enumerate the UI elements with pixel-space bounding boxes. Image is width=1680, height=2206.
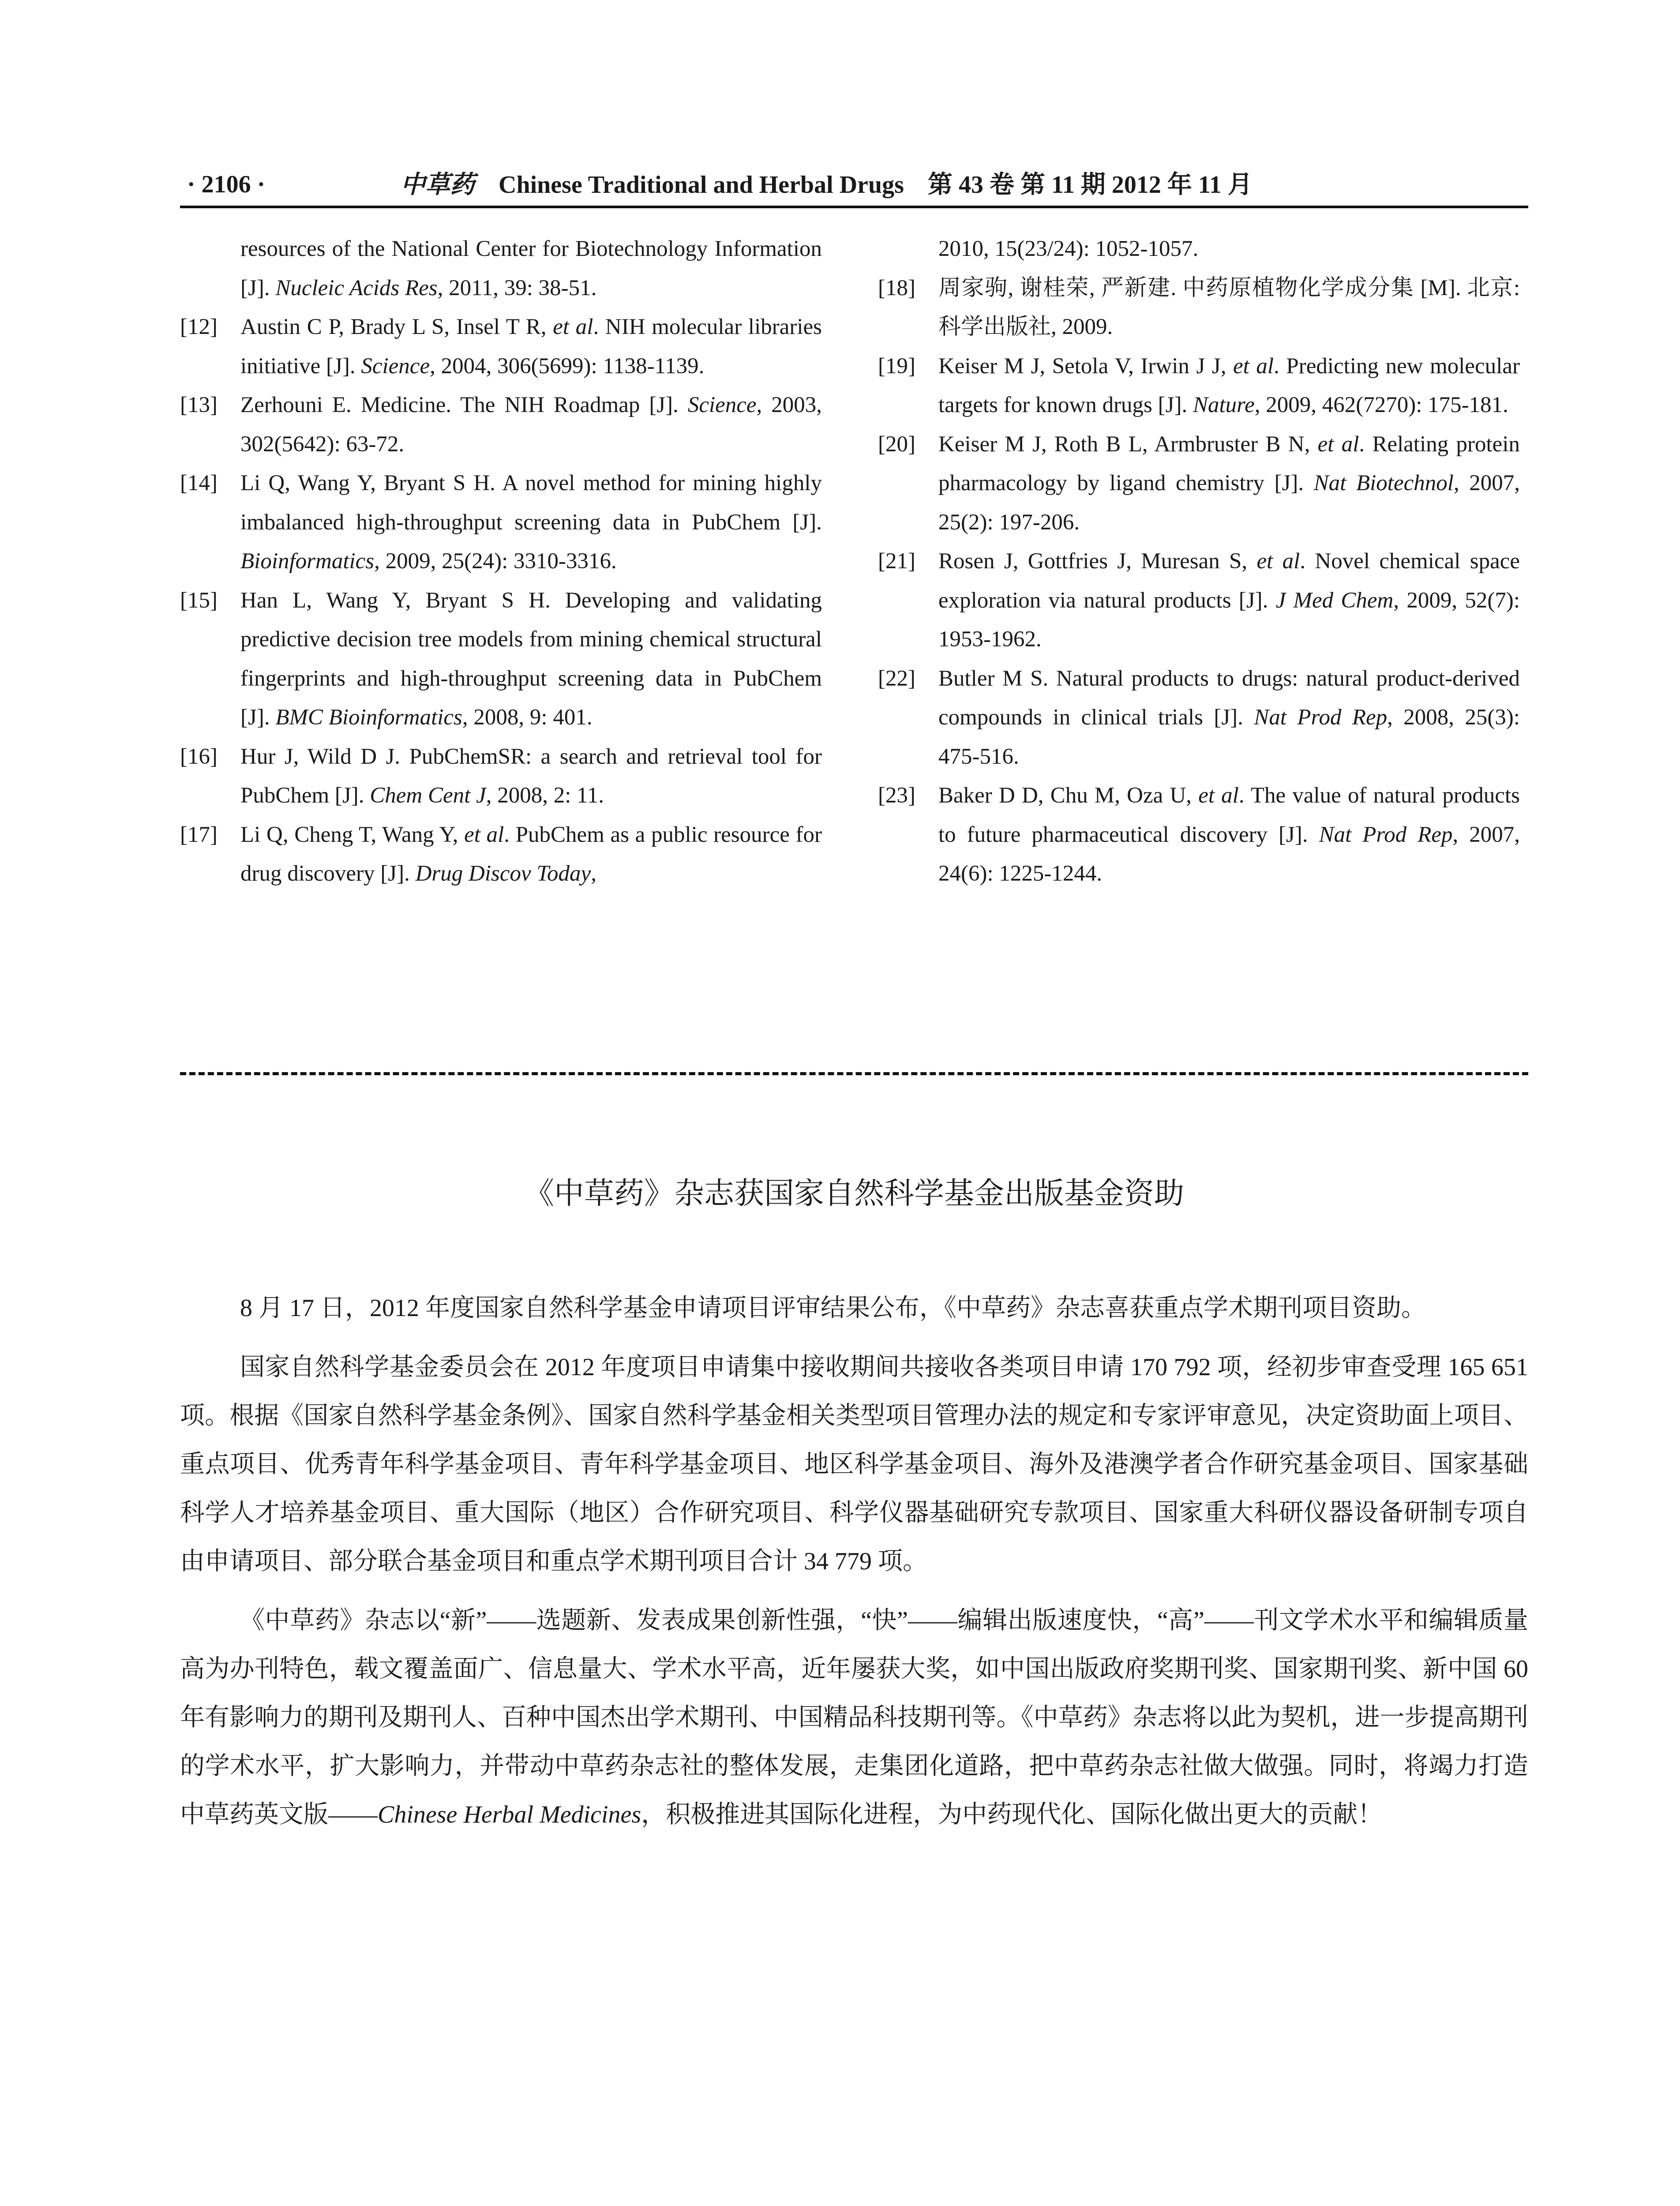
text-run: Li Q, Wang Y, Bryant S H. A novel method for mining highly imbalanced high-throughput screening data in PubChem [J]. (240, 471, 822, 535)
reference-item (180, 464, 822, 581)
italic-text: et al (553, 315, 593, 339)
reference-item (878, 269, 1520, 347)
text-run: , 2008, 2: 11. (486, 783, 604, 808)
reference-number: [14] (180, 471, 218, 495)
italic-text: J Med Chem (1275, 588, 1394, 613)
text-run: Han L, Wang Y, Bryant S H. Developing and validating predictive decision tree models from mining chemical structural fingerprints and high-throughput screening data in PubChem [J]. (240, 588, 822, 730)
text-run: , 2003, 302(5642): 63-72. (240, 393, 822, 457)
italic-text: Chem Cent J (370, 783, 486, 808)
italic-text: Nat Biotechnol (1313, 471, 1454, 495)
text-run: . PubChem as a public resource for drug discovery [J]. (240, 822, 822, 886)
references-left-column (180, 229, 822, 893)
reference-text (240, 464, 822, 581)
text-run: . Novel chemical space exploration via natural products [J]. (938, 549, 1520, 613)
text-run: . Relating protein pharmacology by ligand chemistry [J]. (938, 431, 1520, 495)
reference-number: [21] (878, 549, 915, 574)
reference-text (240, 229, 822, 308)
reference-text (938, 659, 1520, 777)
reference-text (240, 386, 822, 464)
text-run: Keiser M J, Setola V, Irwin J J, (938, 353, 1234, 379)
italic-text: Nat Prod Rep (1254, 705, 1388, 730)
italic-text: Science (361, 353, 430, 379)
reference-item (878, 425, 1520, 542)
journal-name-en: Chinese Traditional and Herbal Drugs (499, 171, 904, 199)
journal-name-cn: 中草药 (401, 170, 475, 199)
italic-text: et al (1256, 549, 1300, 574)
running-header (180, 167, 1528, 202)
text-run: 8 月 17 日，2012 年度国家自然科学基金申请项目评审结果公布，《中草药》杂志喜获重点学术期刊项目资助。 (240, 1294, 1426, 1322)
italic-text: BMC Bioinformatics (275, 705, 462, 730)
text-run: Hur J, Wild D J. PubChemSR: a search and retrieval tool for PubChem [J]. (240, 744, 822, 808)
text-run: . Predicting new molecular targets for known drugs [J]. (938, 353, 1520, 417)
reference-item (878, 776, 1520, 893)
reference-number: [12] (180, 315, 218, 339)
reference-number: [18] (878, 275, 915, 300)
reference-number: [13] (180, 393, 218, 417)
reference-text (938, 269, 1520, 347)
reference-text (938, 776, 1520, 893)
reference-item (878, 659, 1520, 777)
text-run: , 2009, 52(7): 1953-1962. (938, 588, 1520, 652)
reference-number: [16] (180, 744, 218, 769)
references-right-column (878, 229, 1520, 893)
notice-paragraph (180, 1284, 1528, 1332)
section-divider (180, 1072, 1528, 1075)
reference-item (180, 581, 822, 737)
reference-item (180, 737, 822, 815)
journal-info (401, 167, 1252, 203)
italic-text: et al (1233, 353, 1274, 379)
text-run: , 2011, 39: 38-51. (437, 275, 597, 300)
reference-text (938, 425, 1520, 542)
text-run: resources of the National Center for Biotechnology Information [J]. (240, 236, 822, 300)
italic-text: Chinese Herbal Medicines (378, 1801, 641, 1828)
text-run: Rosen J, Gottfries J, Muresan S, (938, 549, 1257, 574)
italic-text: Drug Discov Today (415, 861, 591, 886)
text-run: . NIH molecular libraries initiative [J]. (240, 315, 822, 379)
reference-item (180, 308, 822, 386)
text-run: ，积极推进其国际化进程，为中药现代化、国际化做出更大的贡献！ (641, 1801, 1383, 1828)
italic-text: Nucleic Acids Res (275, 275, 438, 300)
reference-text (240, 737, 822, 815)
notice-body (180, 1284, 1528, 1850)
reference-number: [23] (878, 783, 915, 808)
reference-item (878, 347, 1520, 425)
reference-text (938, 542, 1520, 659)
italic-text: Nat Prod Rep (1319, 822, 1453, 847)
italic-text: et al (464, 822, 504, 847)
text-run: , 2004, 306(5699): 1138-1139. (430, 353, 705, 379)
reference-item (180, 386, 822, 464)
issue-info: 第 43 卷 第 11 期 2012 年 11 月 (927, 171, 1252, 199)
text-run: , (591, 861, 596, 886)
reference-item (180, 229, 822, 308)
text-run: Li Q, Cheng T, Wang Y, (240, 822, 465, 847)
text-run: , 2008, 9: 401. (462, 705, 592, 730)
italic-text: Bioinformatics (240, 549, 375, 574)
reference-number: [22] (878, 666, 915, 691)
text-run: , 2009, 462(7270): 175-181. (1254, 393, 1508, 417)
header-rule (180, 206, 1528, 208)
italic-text: Nature (1192, 393, 1255, 417)
reference-text (240, 815, 822, 893)
reference-number: [17] (180, 822, 218, 847)
reference-item (180, 815, 822, 893)
page-number: · 2106 · (187, 171, 266, 198)
text-run: , 2007, 24(6): 1225-1244. (938, 822, 1520, 886)
text-run: Baker D D, Chu M, Oza U, (938, 783, 1199, 808)
reference-item (878, 542, 1520, 659)
text-run: 2010, 15(23/24): 1052-1057. (938, 236, 1199, 261)
text-run: , 2008, 25(3): 475-516. (938, 705, 1520, 769)
text-run: . The value of natural products to future pharmaceutical discovery [J]. (938, 783, 1520, 847)
italic-text: et al (1198, 783, 1239, 808)
notice-title: 《中草药》杂志获国家自然科学基金出版基金资助 (524, 1176, 1184, 1211)
notice-paragraph (180, 1596, 1528, 1839)
reference-item (878, 229, 1520, 269)
reference-text (240, 581, 822, 737)
reference-text (938, 347, 1520, 425)
text-run: Butler M S. Natural products to drugs: natural product-derived compounds in clinical trials [J]. (938, 666, 1520, 730)
text-run: 《中草药》杂志以“新”——选题新、发表成果创新性强，“快”——编辑出版速度快，“高”——刊文学术水平和编辑质量高为办刊特色，载文覆盖面广、信息量大、学术水平高，近年屡获大奖，如中国出版政府奖期刊奖、国家期刊奖、新中国 60 年有影响力的期刊及期刊人、百种中国杰出学术期刊、中国精品科技期刊等。《中草药》杂志将以此为契机，进一步提高期刊的学术水平，扩大影响力，并带动中草药杂志社的整体发展，走集团化道路，把中草药杂志社做大做强。同时，将竭力打造中草药英文版—— (180, 1607, 1528, 1828)
text-run: Zerhouni E. Medicine. The NIH Roadmap [J]. (240, 393, 688, 417)
reference-number: [15] (180, 588, 218, 613)
reference-text (240, 308, 822, 386)
italic-text: Science (687, 393, 757, 417)
reference-text (938, 229, 1520, 269)
text-run: 周家驹, 谢桂荣, 严新建. 中药原植物化学成分集 [M]. 北京: 科学出版社, 2009. (938, 275, 1520, 339)
text-run: Keiser M J, Roth B L, Armbruster B N, (938, 431, 1318, 457)
reference-number: [19] (878, 353, 915, 379)
text-run: 国家自然科学基金委员会在 2012 年度项目申请集中接收期间共接收各类项目申请 170 792 项，经初步审查受理 165 651 项。根据《国家自然科学基金条例》、国家自然科学基金相关类型项目管理办法的规定和专家评审意见，决定资助面上项目、重点项目、优秀青年科学基金项目、青年科学基金项目、地区科学基金项目、海外及港澳学者合作研究基金项目、国家基础科学人才培养基金项目、重大国际（地区）合作研究项目、科学仪器基础研究专款项目、国家重大科研仪器设备研制专项自由申请项目、部分联合基金项目和重点学术期刊项目合计 34 779 项。 (180, 1354, 1528, 1575)
italic-text: et al (1317, 431, 1359, 457)
text-run: Austin C P, Brady L S, Insel T R, (240, 315, 553, 339)
reference-number: [20] (878, 431, 915, 457)
notice-paragraph (180, 1343, 1528, 1586)
text-run: , 2009, 25(24): 3310-3316. (374, 549, 617, 574)
text-run: , 2007, 25(2): 197-206. (938, 471, 1520, 535)
